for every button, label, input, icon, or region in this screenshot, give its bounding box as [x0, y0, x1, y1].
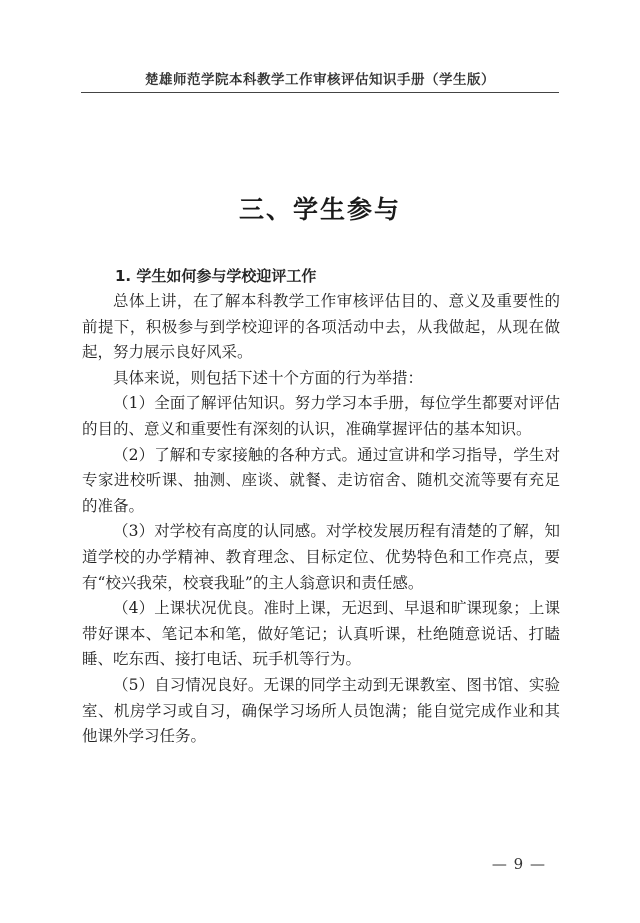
- paragraph-item-4: （4）上课状况优良。准时上课，无迟到、早退和旷课现象；上课带好课本、笔记本和笔，做好笔记；认真听课，杜绝随意说话、打瞌睡、吃东西、接打电话、玩手机等行为。: [82, 599, 560, 669]
- page-number: — 9 —: [491, 855, 546, 873]
- paragraph-item-3: （3）对学校有高度的认同感。对学校发展历程有清楚的了解，知道学校的办学精神、教育理念、目标定位、优势特色和工作亮点，要有“校兴我荣，校衰我耻”的主人翁意识和责任感。: [82, 522, 560, 592]
- paragraph-item-1: （1）全面了解评估知识。努力学习本手册，每位学生都要对评估的目的、意义和重要性有深刻的认识，准确掌握评估的基本知识。: [82, 394, 560, 438]
- section-heading: 1. 学生如何参与学校迎评工作: [115, 267, 317, 285]
- paragraph-item-2: （2）了解和专家接触的各种方式。通过宣讲和学习指导，学生对专家进校听课、抽测、座谈、就餐、走访宿舍、随机交流等要有充足的准备。: [82, 445, 560, 515]
- header-divider: [81, 92, 559, 93]
- paragraph-overview: 总体上讲，在了解本科教学工作审核评估目的、意义及重要性的前提下，积极参与到学校迎评的各项活动中去，从我做起，从现在做起，努力展示良好风采。: [82, 292, 560, 362]
- paragraph-item-5: （5）自习情况良好。无课的同学主动到无课教室、图书馆、实验室、机房学习或自习，确保学习场所人员饱满；能自觉完成作业和其他课外学习任务。: [82, 675, 560, 746]
- chapter-title: 三、学生参与: [238, 195, 401, 224]
- body-text: [82, 289, 560, 750]
- running-header: 楚雄师范学院本科教学工作审核评估知识手册（学生版）: [145, 72, 495, 88]
- paragraph-intro-list: 具体来说，则包括下述十个方面的行为举措：: [113, 368, 424, 387]
